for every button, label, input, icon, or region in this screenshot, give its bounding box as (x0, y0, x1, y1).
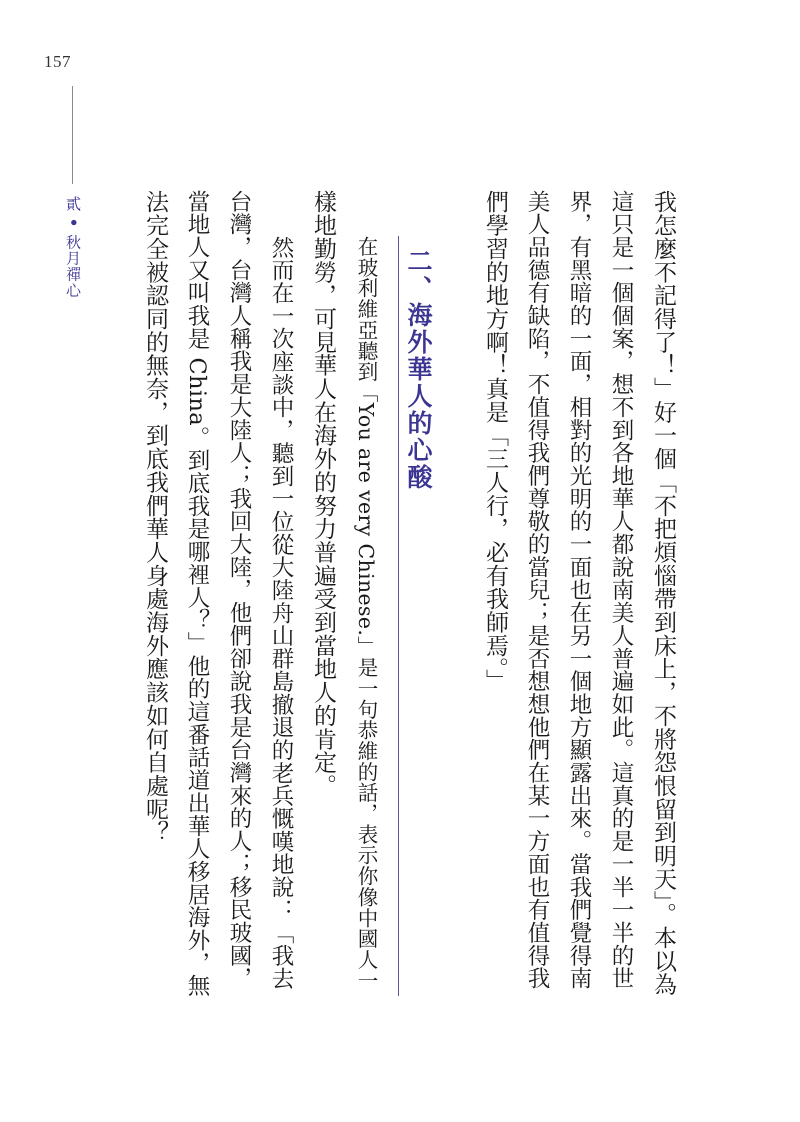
text-column: 這只是一個個案，想不到各地華人都說南美人普遍如此。這真的是一半一半的世 (608, 190, 634, 990)
text-column: 界，有黑暗的一面，相對的光明的一面也在另一個地方顯露出來。當我們覺得南 (566, 190, 592, 990)
section-heading: 二、海外華人的心酸 (404, 248, 433, 491)
text-column: 在玻利維亞聽到「You are very Chinese.」是一句恭維的話，表示你像中國人一 (354, 236, 378, 991)
text-column: 然而在一次座談中，聽到一位從大陸舟山群島撤退的老兵慨嘆地說：「我去 (268, 236, 294, 991)
text-column: 法完全被認同的無奈，到底我們華人身處海外應該如何自處呢？ (142, 190, 168, 844)
margin-rule (72, 86, 73, 184)
section-rule (398, 236, 399, 996)
text-column: 樣地勤勞，可見華人在海外的努力普遍受到當地人的肯定。 (310, 190, 336, 798)
text-column: 台灣，台灣人稱我是大陸人；我回大陸，他們卻說我是台灣來的人；移民玻國， (226, 190, 252, 990)
text-column: 美人品德有缺陷，不值得我們尊敬的當兒；是否想想他們在某一方面也有值得我 (524, 190, 550, 990)
running-head-separator: • (64, 217, 82, 229)
running-head-title: 秋月禪心 (64, 234, 82, 299)
running-head (64, 196, 84, 298)
page-number: 157 (44, 52, 71, 71)
text-column: 當地人又叫我是 China。到底我是哪裡人？」他的這番話道出華人移居海外，無 (184, 190, 210, 998)
text-column: 我怎麼不記得了！」好一個「不把煩惱帶到床上，不將怨恨留到明天」。本以為 (650, 190, 676, 996)
running-head-part: 貳 (64, 196, 82, 212)
text-column: 們學習的地方啊！真是「三人行，必有我師焉。」 (482, 190, 508, 693)
